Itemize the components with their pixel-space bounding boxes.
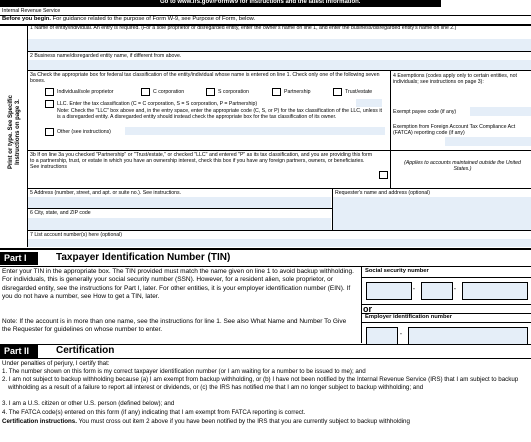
name-field[interactable] bbox=[28, 39, 531, 51]
line3a-label: 3a Check the appropriate box for federal tax classification of the entity/individual whose name is entered on line 1. Check only one of the following seven boxes. bbox=[30, 72, 380, 85]
fatca-label: Exemption from Foreign Account Tax Compliance Act (FATCA) reporting code (if any) bbox=[393, 124, 516, 137]
ein-field-1[interactable] bbox=[366, 327, 398, 345]
address-field[interactable] bbox=[28, 197, 331, 208]
side-label: Print or type. See Specific Instructions on page 3. bbox=[8, 94, 21, 170]
llc-label: LLC. Enter the tax classification (C = C corporation, S = S corporation, P = Partnership) bbox=[57, 101, 258, 107]
exemptions-label: 4 Exemptions (codes apply only to certain entities, not individuals; see instructions on page 3): bbox=[393, 73, 517, 86]
line6-label: 6 City, state, and ZIP code bbox=[30, 210, 91, 216]
ein-field-2[interactable] bbox=[408, 327, 528, 345]
individual-checkbox[interactable] bbox=[45, 88, 54, 96]
line5-label: 5 Address (number, street, and apt. or suite no.). See instructions. bbox=[30, 190, 182, 196]
ein-label: Employer identification number bbox=[365, 314, 452, 320]
business-name-field[interactable] bbox=[28, 60, 531, 70]
partnership-label: Partnership bbox=[284, 89, 311, 95]
ein-dash: - bbox=[400, 331, 402, 337]
exempt-payee-field[interactable] bbox=[470, 107, 531, 116]
foreign-partners-checkbox[interactable] bbox=[379, 171, 388, 179]
cert-intro: Under penalties of perjury, I certify that: bbox=[2, 360, 110, 367]
partnership-checkbox[interactable] bbox=[272, 88, 281, 96]
other-checkbox[interactable] bbox=[45, 128, 54, 136]
part1-label: Part I bbox=[0, 252, 38, 265]
part2-label: Part II bbox=[0, 345, 38, 358]
ssn-dash-2: - bbox=[454, 286, 456, 292]
cert-item-1: 1. The number shown on this form is my correct taxpayer identification number (or I am waiting for a number to be issued to me); and bbox=[2, 368, 366, 375]
instructions-link[interactable]: Go to www.irs.gov/FormW9 for instructions and the latest information. bbox=[160, 0, 361, 5]
header-right-box bbox=[440, 0, 531, 7]
cert-instructions: Certification instructions. You must cross out item 2 above if you have been notified by the IRS that you are currently subject to backup withholding bbox=[2, 418, 410, 425]
account-field[interactable] bbox=[28, 239, 531, 247]
fatca-field[interactable] bbox=[445, 137, 531, 146]
agency-label: Internal Revenue Service bbox=[2, 8, 61, 14]
ssn-label: Social security number bbox=[365, 268, 429, 274]
ssn-dash-1: - bbox=[413, 286, 415, 292]
ccorp-label: C corporation bbox=[153, 89, 185, 95]
ssn-field-2[interactable] bbox=[421, 282, 453, 300]
llc-note: Note: Check the "LLC" box above and, in the entry space, enter the appropriate code (C, S, or P) for the tax classification of the LLC, unless it is a disregarded entity. A disregarded entity should instead check the appropriate box for the tax classification of its owner. bbox=[57, 108, 382, 121]
other-field[interactable] bbox=[125, 127, 385, 135]
line7-label: 7 List account number(s) here (optional) bbox=[30, 232, 122, 238]
exempt-payee-label: Exempt payee code (if any) bbox=[393, 109, 457, 115]
line3b-label: 3b If on line 3a you checked "Partnership" or "Trust/estate," or checked "LLC" and entered "P" as its tax classification, and you are providing this form to a partnership, trust, or estate in which you have an ownership interest, check this box if you have any foreign partners, owners, or beneficiaries. See instructions bbox=[30, 152, 373, 171]
part1-text: Enter your TIN in the appropriate box. The TIN provided must match the name given on line 1 to avoid backup withholding. For individuals, this is generally your social security number (SSN). However, for a resident alien, sole proprietor, or disregarded entity, see the instructions for Part I, later. For other entities, it is your employer identification number (EIN). If you do not have a number, see How to get a TIN, later. bbox=[2, 268, 354, 300]
city-field[interactable] bbox=[28, 218, 331, 230]
ccorp-checkbox[interactable] bbox=[141, 88, 150, 96]
line1-label: 1 Name of entity/individual. An entry is required. (For a sole proprietor or disregarded entity, enter the owner's name on line 1, and enter the business/disregarded entity's name on line 2.) bbox=[30, 25, 457, 31]
scorp-label: S corporation bbox=[218, 89, 249, 95]
cert-item-3: 3. I am a U.S. citizen or other U.S. person (defined below); and bbox=[2, 400, 175, 407]
requester-label: Requester's name and address (optional) bbox=[335, 190, 430, 196]
part1-title: Taxpayer Identification Number (TIN) bbox=[56, 252, 231, 263]
applies-note: (Applies to accounts maintained outside the United States.) bbox=[404, 160, 521, 173]
before-begin: Before you begin. For guidance related to the purpose of Form W-9, see Purpose of Form, below. bbox=[2, 16, 256, 22]
or-label: or bbox=[363, 304, 372, 314]
cert-item-4: 4. The FATCA code(s) entered on this form (if any) indicating that I am exempt from FATCA reporting is correct. bbox=[2, 409, 306, 416]
part1-note: Note: If the account is in more than one name, see the instructions for line 1. See also What Name and Number To Give the Requester for guidelines on whose number to enter. bbox=[2, 318, 347, 334]
llc-code-field[interactable] bbox=[356, 99, 382, 107]
llc-checkbox[interactable] bbox=[45, 100, 54, 108]
trust-label: Trust/estate bbox=[345, 89, 373, 95]
individual-label: Individual/sole proprietor bbox=[57, 89, 114, 95]
line2-label: 2 Business name/disregarded entity name, if different from above. bbox=[30, 53, 182, 59]
ssn-field-1[interactable] bbox=[366, 282, 412, 300]
cert-item-2: 2. I am not subject to backup withholding because (a) I am exempt from backup withholding, or (b) I have not been notified by the Internal Revenue Service (IRS) that I am subject to backup withholding as a result of a failure to report all interest or dividends, or (c) the IRS has notified me that I am no longer subject to backup withholding; and bbox=[2, 376, 519, 391]
requester-field[interactable] bbox=[333, 197, 531, 230]
ssn-field-3[interactable] bbox=[462, 282, 528, 300]
scorp-checkbox[interactable] bbox=[206, 88, 215, 96]
header-strip bbox=[0, 0, 531, 7]
part2-title: Certification bbox=[56, 345, 115, 356]
other-label: Other (see instructions) bbox=[57, 129, 111, 135]
trust-checkbox[interactable] bbox=[333, 88, 342, 96]
